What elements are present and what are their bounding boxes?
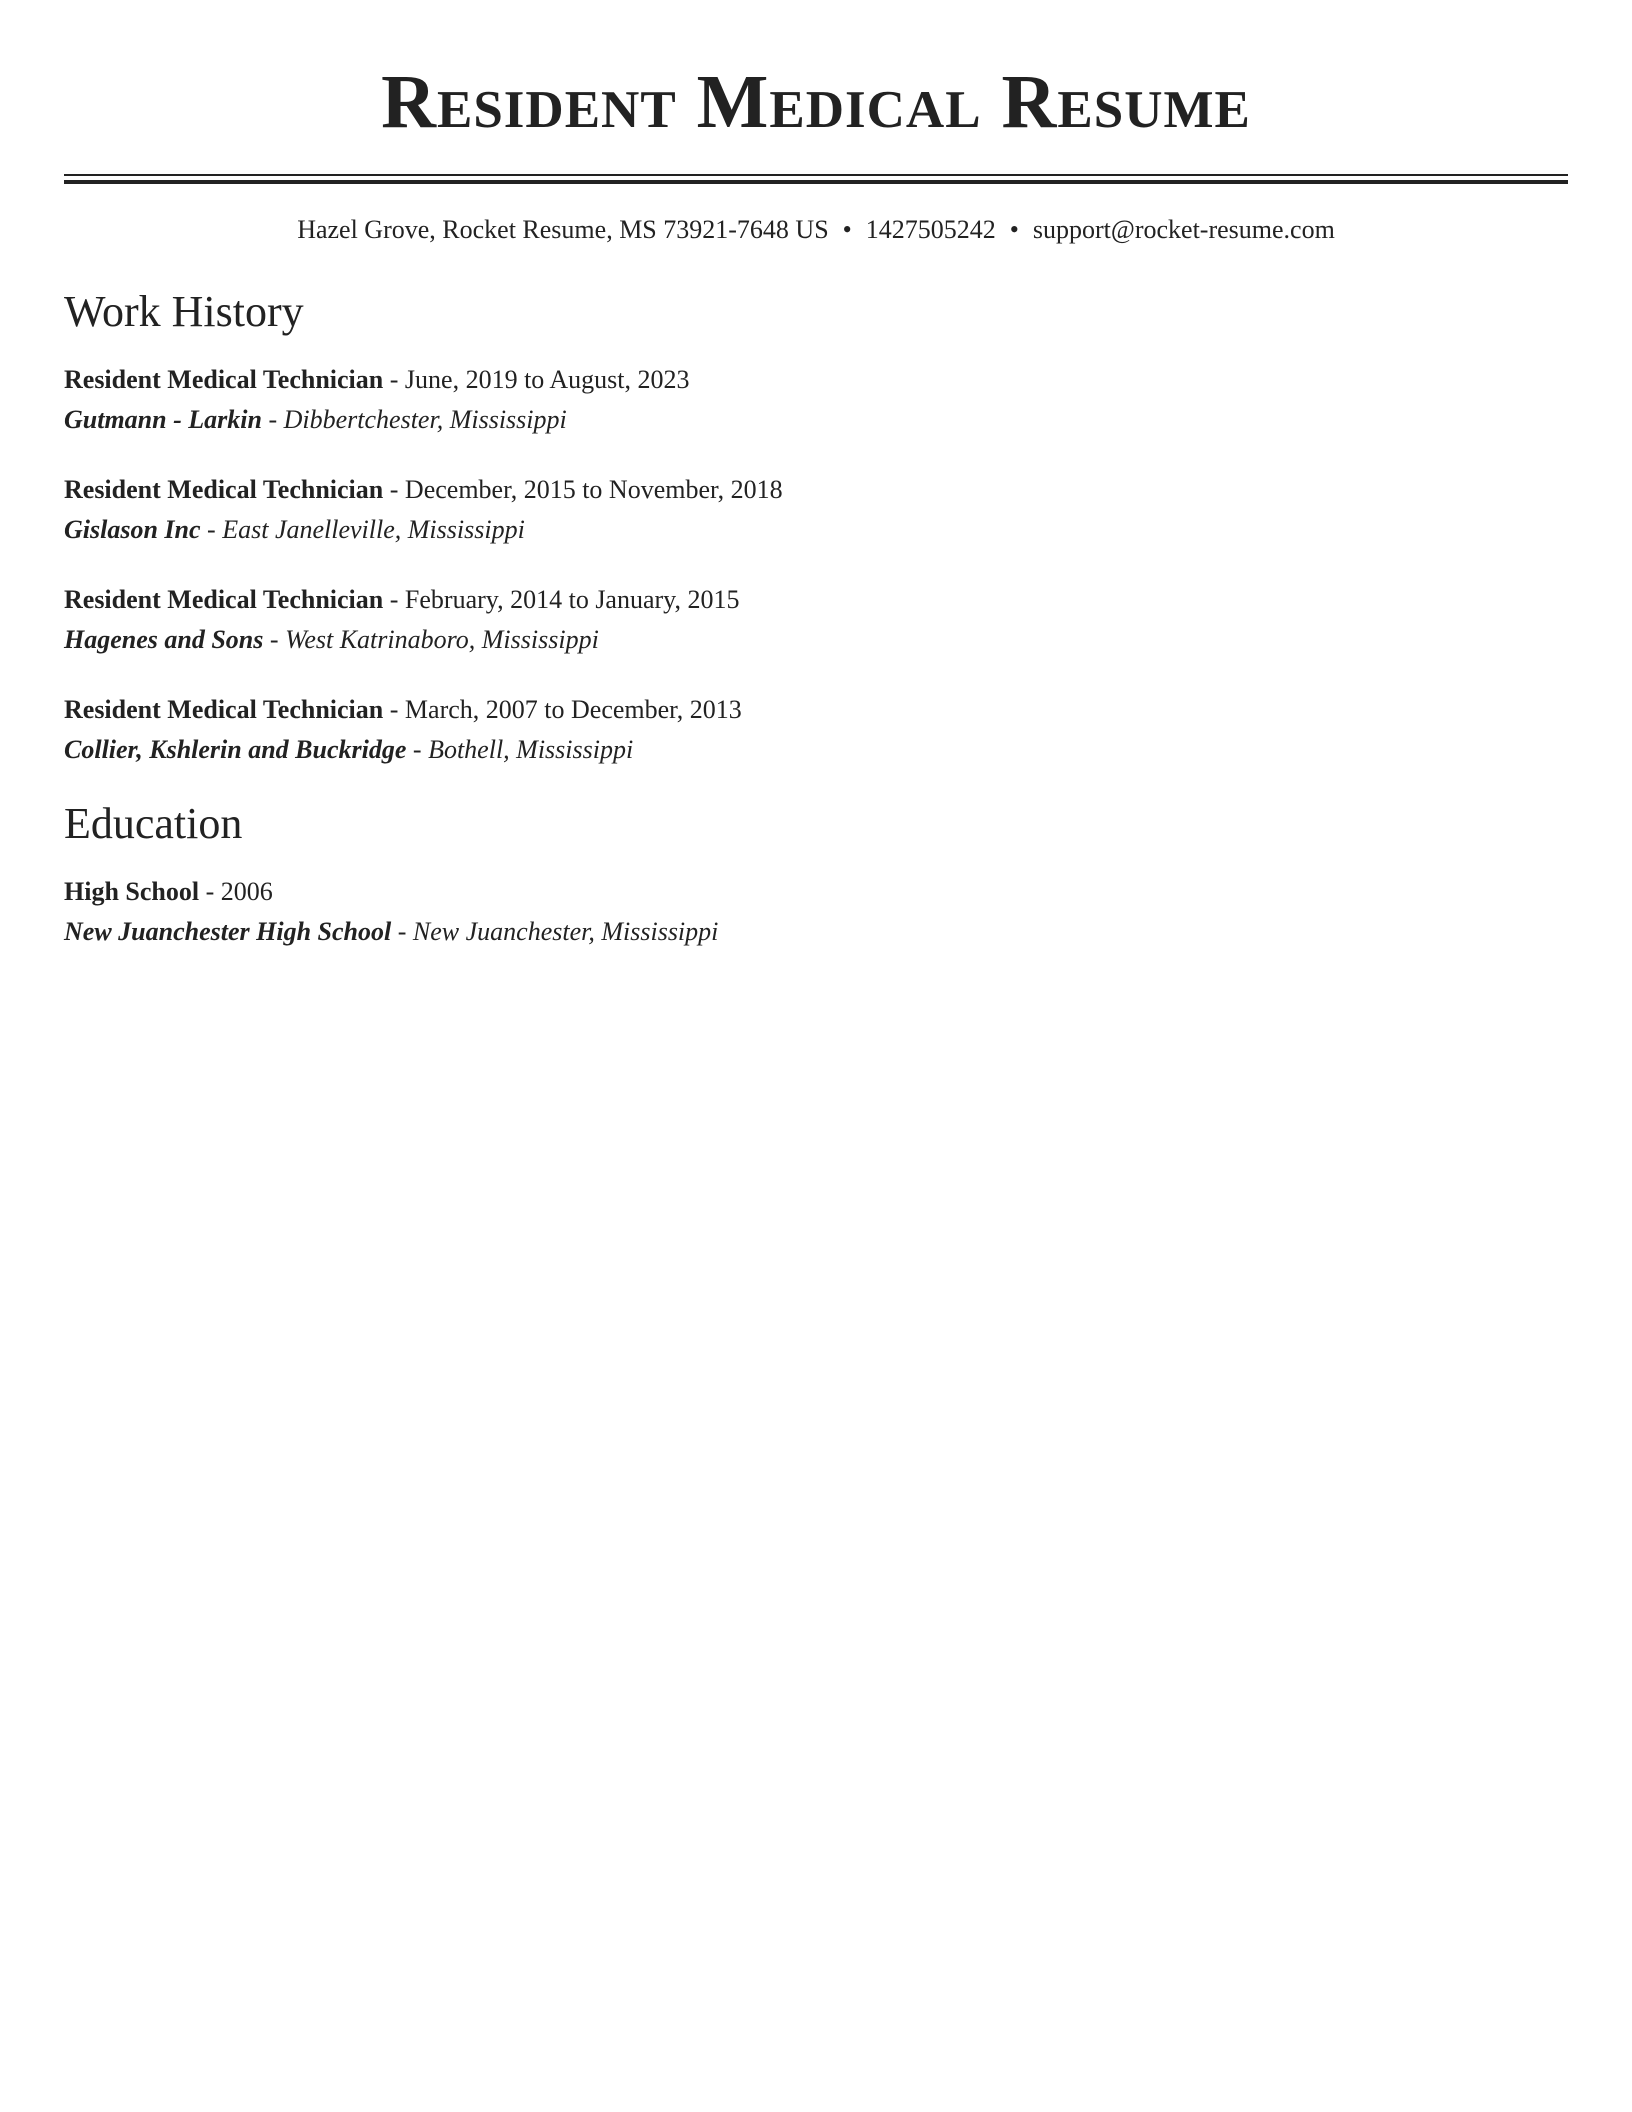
employer-name: Hagenes and Sons	[64, 625, 264, 654]
dash: -	[383, 585, 405, 614]
dash: -	[383, 475, 405, 504]
work-entry	[64, 690, 1568, 770]
dash: -	[383, 695, 405, 724]
employer-name: Gutmann - Larkin	[64, 405, 262, 434]
work-entry-title-line	[64, 690, 1568, 730]
job-title: Resident Medical Technician	[64, 585, 384, 614]
education-entry-school-line	[64, 912, 1568, 952]
contact-address: Hazel Grove, Rocket Resume, MS 73921-7648 US	[297, 215, 829, 244]
dash: -	[391, 917, 413, 946]
employer-location: Dibbertchester, Mississippi	[283, 405, 567, 434]
dash: -	[406, 735, 429, 764]
contact-info	[64, 214, 1568, 246]
graduation-year: 2006	[220, 877, 273, 906]
page-title: Resident Medical Resume	[381, 60, 1251, 144]
dash: -	[263, 625, 286, 654]
work-entry-title-line	[64, 470, 1568, 510]
degree-name: High School	[64, 877, 200, 906]
work-entry-employer-line	[64, 730, 1568, 770]
dash: -	[200, 515, 223, 544]
work-history-heading: Work History	[64, 287, 304, 336]
header-divider	[64, 174, 1568, 184]
employer-location: Bothell, Mississippi	[428, 735, 634, 764]
dash: -	[261, 405, 284, 434]
work-entry	[64, 580, 1568, 660]
job-title: Resident Medical Technician	[64, 695, 384, 724]
employer-location: East Janelleville, Mississippi	[222, 515, 525, 544]
divider-thick-line	[64, 180, 1568, 184]
job-dates: June, 2019 to August, 2023	[404, 365, 690, 394]
job-title: Resident Medical Technician	[64, 475, 384, 504]
contact-separator: •	[842, 215, 852, 244]
job-dates: December, 2015 to November, 2018	[404, 475, 783, 504]
work-entry-title-line	[64, 580, 1568, 620]
work-entry-title-line	[64, 360, 1568, 400]
school-location: New Juanchester, Mississippi	[412, 917, 719, 946]
contact-separator: •	[1009, 215, 1019, 244]
divider-thin-line	[64, 174, 1568, 176]
education-heading: Education	[64, 799, 243, 848]
work-entry-employer-line	[64, 510, 1568, 550]
education-entry	[64, 872, 1568, 952]
dash: -	[383, 365, 405, 394]
job-dates: February, 2014 to January, 2015	[404, 585, 740, 614]
dash: -	[199, 877, 221, 906]
contact-email: support@rocket-resume.com	[1032, 215, 1335, 244]
contact-phone: 1427505242	[865, 215, 996, 244]
education-entry-degree-line	[64, 872, 1568, 912]
job-dates: March, 2007 to December, 2013	[404, 695, 742, 724]
work-entry	[64, 360, 1568, 440]
work-entry-employer-line	[64, 620, 1568, 660]
job-title: Resident Medical Technician	[64, 365, 384, 394]
work-entry	[64, 470, 1568, 550]
employer-name: Collier, Kshlerin and Buckridge	[64, 735, 407, 764]
school-name: New Juanchester High School	[64, 917, 392, 946]
employer-name: Gislason Inc	[64, 515, 201, 544]
work-entry-employer-line	[64, 400, 1568, 440]
employer-location: West Katrinaboro, Mississippi	[285, 625, 599, 654]
